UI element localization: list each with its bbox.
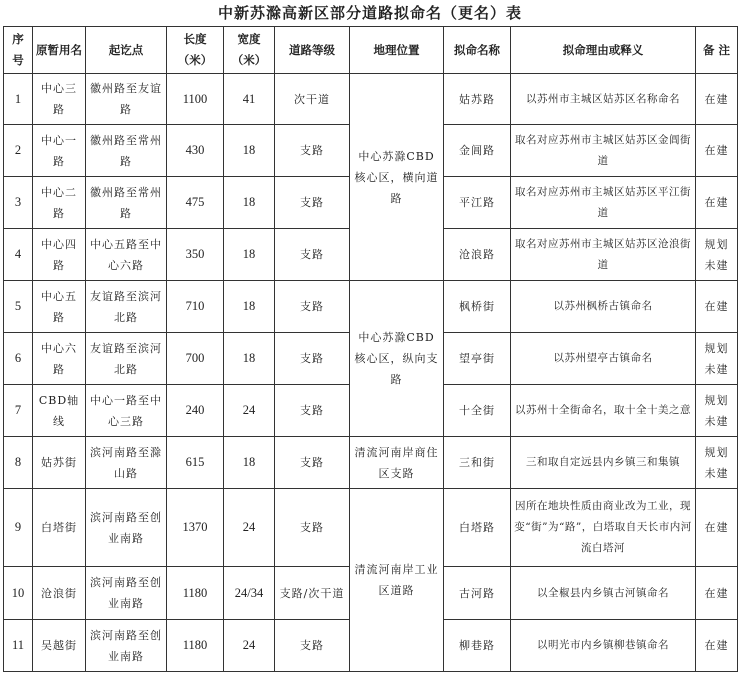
cell-range: 中心一路至中心三路 (86, 385, 167, 437)
cell-range: 滨河南路至创业南路 (86, 567, 167, 620)
cell-reason: 以苏州枫桥古镇命名 (511, 281, 696, 333)
cell-reason: 以明光市内乡镇柳巷镇命名 (511, 620, 696, 672)
cell-proposed: 白塔路 (444, 489, 511, 567)
cell-width: 18 (224, 229, 275, 281)
cell-length: 240 (167, 385, 224, 437)
cell-width: 41 (224, 74, 275, 125)
cell-proposed: 望亭街 (444, 333, 511, 385)
cell-range: 徽州路至常州路 (86, 125, 167, 177)
cell-length: 615 (167, 437, 224, 489)
cell-grade: 次干道 (275, 74, 350, 125)
cell-length: 700 (167, 333, 224, 385)
cell-location: 中心苏滁CBD核心区，横向道路 (350, 74, 444, 281)
cell-seq: 7 (4, 385, 33, 437)
cell-seq: 5 (4, 281, 33, 333)
cell-width: 18 (224, 333, 275, 385)
cell-range: 徽州路至常州路 (86, 177, 167, 229)
cell-seq: 10 (4, 567, 33, 620)
cell-temp-name: 姑苏街 (33, 437, 86, 489)
cell-width: 18 (224, 281, 275, 333)
cell-grade: 支路 (275, 125, 350, 177)
cell-length: 1180 (167, 620, 224, 672)
cell-location: 中心苏滁CBD核心区，纵向支路 (350, 281, 444, 437)
cell-temp-name: 沧浪街 (33, 567, 86, 620)
cell-seq: 1 (4, 74, 33, 125)
cell-seq: 8 (4, 437, 33, 489)
cell-grade: 支路 (275, 333, 350, 385)
cell-range: 友谊路至滨河北路 (86, 333, 167, 385)
cell-proposed: 沧浪路 (444, 229, 511, 281)
cell-note: 在建 (696, 489, 738, 567)
header-temp-name: 原暂用名 (33, 27, 86, 74)
table-row (4, 437, 738, 489)
cell-temp-name: 中心六路 (33, 333, 86, 385)
cell-width: 24 (224, 489, 275, 567)
cell-width: 24 (224, 620, 275, 672)
cell-proposed: 十全街 (444, 385, 511, 437)
cell-proposed: 柳巷路 (444, 620, 511, 672)
cell-range: 中心五路至中心六路 (86, 229, 167, 281)
table-row (4, 489, 738, 567)
cell-note: 在建 (696, 177, 738, 229)
header-proposed: 拟命名称 (444, 27, 511, 74)
cell-length: 350 (167, 229, 224, 281)
cell-seq: 3 (4, 177, 33, 229)
cell-note: 在建 (696, 620, 738, 672)
cell-range: 友谊路至滨河北路 (86, 281, 167, 333)
header-range: 起讫点 (86, 27, 167, 74)
cell-width: 18 (224, 177, 275, 229)
cell-grade: 支路 (275, 229, 350, 281)
header-reason: 拟命理由或释义 (511, 27, 696, 74)
cell-temp-name: 中心一路 (33, 125, 86, 177)
cell-grade: 支路 (275, 281, 350, 333)
cell-location: 清流河南岸商住区支路 (350, 437, 444, 489)
cell-range: 滨河南路至创业南路 (86, 489, 167, 567)
cell-length: 475 (167, 177, 224, 229)
cell-width: 24/34 (224, 567, 275, 620)
cell-seq: 11 (4, 620, 33, 672)
cell-width: 18 (224, 125, 275, 177)
road-naming-table (3, 26, 738, 672)
cell-note: 在建 (696, 125, 738, 177)
cell-note: 规划未建 (696, 385, 738, 437)
table-row (4, 74, 738, 125)
cell-proposed: 平江路 (444, 177, 511, 229)
cell-grade: 支路 (275, 177, 350, 229)
cell-reason: 以苏州望亭古镇命名 (511, 333, 696, 385)
cell-proposed: 三和街 (444, 437, 511, 489)
cell-reason: 以全椒县内乡镇古河镇命名 (511, 567, 696, 620)
header-seq: 序号 (4, 27, 33, 74)
cell-reason: 取名对应苏州市主城区姑苏区金阊街道 (511, 125, 696, 177)
cell-grade: 支路 (275, 437, 350, 489)
cell-range: 滨河南路至滁山路 (86, 437, 167, 489)
cell-range: 徽州路至友谊路 (86, 74, 167, 125)
cell-grade: 支路 (275, 385, 350, 437)
cell-proposed: 金阊路 (444, 125, 511, 177)
cell-reason: 取名对应苏州市主城区姑苏区平江街道 (511, 177, 696, 229)
cell-proposed: 古河路 (444, 567, 511, 620)
cell-width: 18 (224, 437, 275, 489)
cell-note: 规划未建 (696, 229, 738, 281)
cell-grade: 支路 (275, 620, 350, 672)
cell-proposed: 姑苏路 (444, 74, 511, 125)
cell-location: 清流河南岸工业区道路 (350, 489, 444, 672)
cell-note: 在建 (696, 567, 738, 620)
header-location: 地理位置 (350, 27, 444, 74)
cell-note: 在建 (696, 281, 738, 333)
cell-grade: 支路/次干道 (275, 567, 350, 620)
cell-note: 在建 (696, 74, 738, 125)
header-grade: 道路等级 (275, 27, 350, 74)
cell-seq: 2 (4, 125, 33, 177)
cell-length: 1180 (167, 567, 224, 620)
header-width: 宽度（米） (224, 27, 275, 74)
cell-seq: 6 (4, 333, 33, 385)
header-note: 备 注 (696, 27, 738, 74)
cell-note: 规划未建 (696, 437, 738, 489)
cell-temp-name: CBD轴线 (33, 385, 86, 437)
cell-temp-name: 中心五路 (33, 281, 86, 333)
cell-length: 710 (167, 281, 224, 333)
cell-width: 24 (224, 385, 275, 437)
cell-range: 滨河南路至创业南路 (86, 620, 167, 672)
table-row (4, 281, 738, 333)
cell-proposed: 枫桥街 (444, 281, 511, 333)
cell-seq: 4 (4, 229, 33, 281)
cell-temp-name: 中心三路 (33, 74, 86, 125)
cell-length: 1370 (167, 489, 224, 567)
cell-seq: 9 (4, 489, 33, 567)
cell-temp-name: 中心四路 (33, 229, 86, 281)
header-length: 长度（米） (167, 27, 224, 74)
cell-note: 规划未建 (696, 333, 738, 385)
cell-reason: 取名对应苏州市主城区姑苏区沧浪街道 (511, 229, 696, 281)
cell-reason: 以苏州十全街命名，取十全十美之意 (511, 385, 696, 437)
cell-length: 430 (167, 125, 224, 177)
cell-temp-name: 中心二路 (33, 177, 86, 229)
cell-temp-name: 白塔街 (33, 489, 86, 567)
cell-reason: 以苏州市主城区姑苏区名称命名 (511, 74, 696, 125)
cell-temp-name: 吴越街 (33, 620, 86, 672)
cell-reason: 三和取自定远县内乡镇三和集镇 (511, 437, 696, 489)
cell-grade: 支路 (275, 489, 350, 567)
cell-length: 1100 (167, 74, 224, 125)
cell-reason: 因所在地块性质由商业改为工业，现变“街”为“路”，白塔取自天长市内河流白塔河 (511, 489, 696, 567)
table-title: 中新苏滁高新区部分道路拟命名（更名）表 (217, 4, 522, 22)
header-row (4, 27, 738, 74)
